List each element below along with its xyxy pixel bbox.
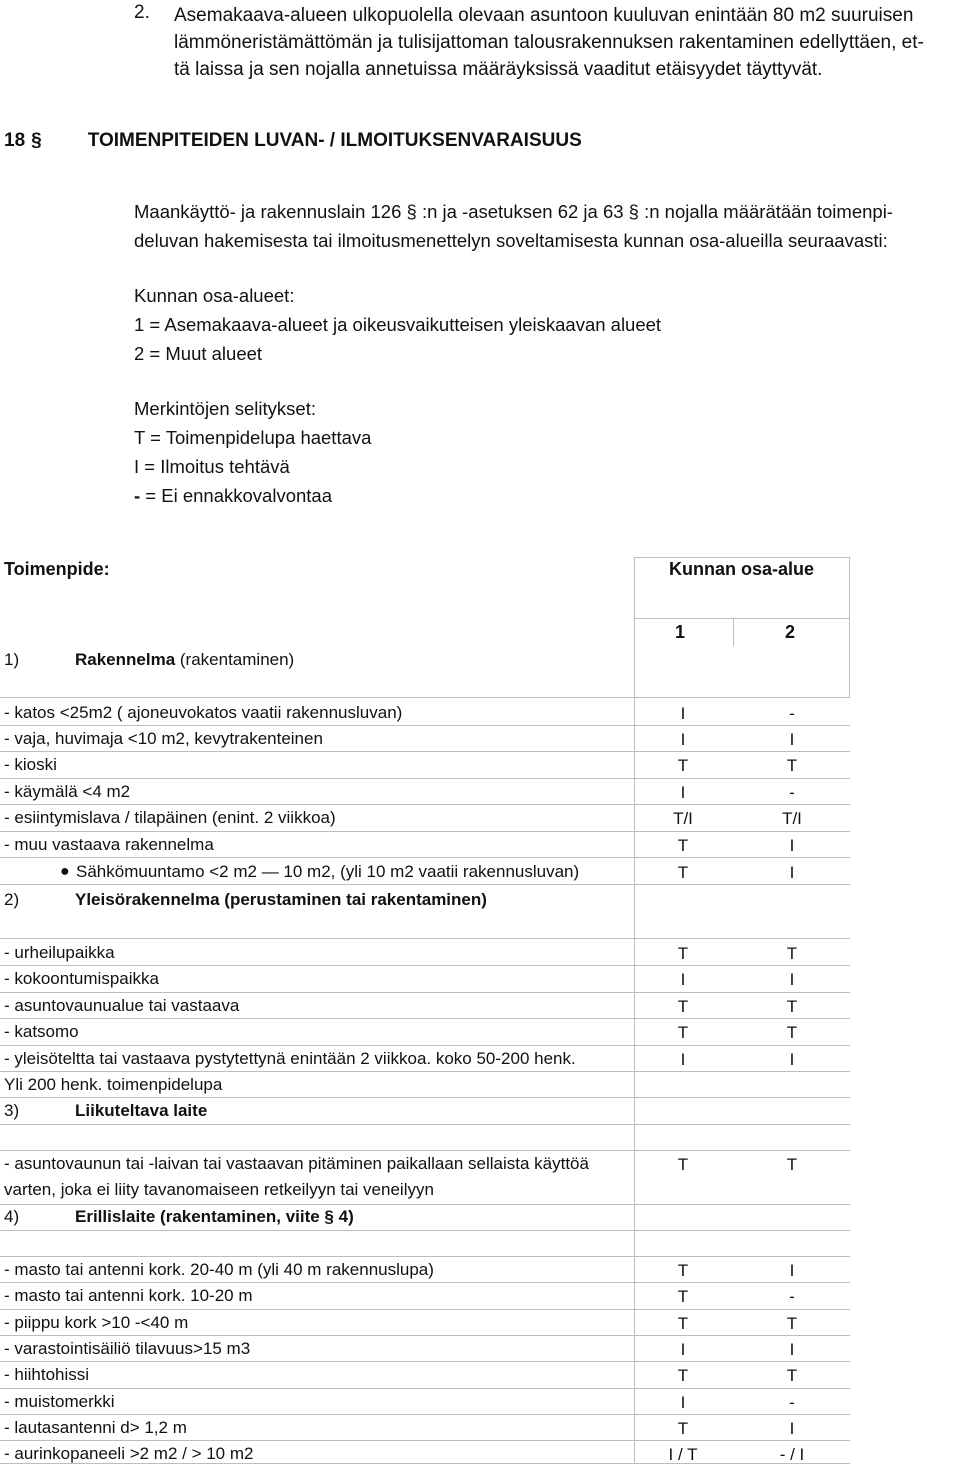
grid-line [634,557,850,558]
grid-line [849,557,850,619]
legend-dash-symbol: - [134,485,141,506]
intro-line: Asemakaava-alueen ulkopuolella olevaan asuntoon kuuluvan enintään 80 m2 suuruisen [174,5,914,26]
area-1-value: T [677,1419,689,1438]
row-label: - yleisöteltta tai vastaava pystytettynä enintään 2 viikkoa. koko 50-200 henk. [4,1049,576,1068]
table-row [4,700,402,726]
table-row [4,940,115,966]
area-2-value: - [789,1393,795,1412]
intro-line: lämmöneristämättömän ja tulisijattoman talousrakennuksen rakentaminen edellyttäen, et- [174,32,924,53]
table-row [4,966,159,992]
group-title: Yleisörakennelma (perustaminen tai rakentaminen) [75,890,487,909]
area-1-value: T [677,756,689,775]
area-1-value: T [677,1155,689,1174]
grid-line [634,557,635,697]
area-1-value: T [677,1366,689,1385]
area-2-value: T [786,756,798,775]
area-1-value: T [677,944,689,963]
area-1-value: T [677,863,689,882]
section-symbol: § [31,130,42,151]
area-2-value: T [786,997,798,1016]
intro-number: 2. [134,2,150,23]
table-row [4,1046,576,1072]
grid-line [0,697,850,698]
intro-line: tä laissa ja sen nojalla annetuissa määräyksissä vaaditut etäisyydet täyttyvät. [174,59,823,80]
row-label: - käymälä <4 m2 [4,782,131,801]
col-header-1: 1 [675,622,686,642]
table-row [4,805,336,831]
table-row [4,1072,222,1098]
grid-line [0,938,850,939]
table-row [4,1415,187,1441]
group-heading [4,647,294,673]
area-1-value: I [680,1050,686,1069]
legend-dash-text: = Ei ennakkovalvontaa [140,485,332,506]
area-2-value: - / I [779,1445,805,1464]
area-2-value: - [789,783,795,802]
row-label: - asuntovaunun tai -laivan tai vastaavan pitäminen paikallaan sellaista käyttöä [4,1154,589,1173]
legend-title: Merkintöjen selitykset: [134,398,316,419]
area-1-value: T [677,997,689,1016]
col-header-area: Kunnan osa-alue [669,559,815,579]
section-number: 18 [4,130,26,151]
group-number: 3) [4,1101,20,1120]
area-2-value: T [786,1366,798,1385]
grid-line [0,1124,850,1125]
row-label: - muu vastaava rakennelma [4,835,214,854]
group-title: Erillislaite (rakentaminen, viite § 4) [75,1207,354,1226]
area-1-value: I [680,970,686,989]
table-row [4,1257,434,1283]
row-label: - aurinkopaneeli >2 m2 / > 10 m2 [4,1444,254,1463]
area-1-value: I [680,1340,686,1359]
table-row [4,859,579,885]
area-2-value: T [786,1155,798,1174]
row-label: - esiintymislava / tilapäinen (enint. 2 viikkoa) [4,808,336,827]
area-1-value: I [680,704,686,723]
table-row [4,779,130,805]
table-row [4,1019,79,1045]
area-2-value: T [786,944,798,963]
group-title: Liikuteltava laite [75,1101,208,1120]
table-row [4,1389,115,1415]
section-heading [4,130,582,152]
table-row [4,1151,589,1177]
area-2-value: T [786,1023,798,1042]
row-label: - kioski [4,755,57,774]
row-label: - varastointisäiliö tilavuus>15 m3 [4,1339,251,1358]
row-label: - katsomo [4,1022,79,1041]
area-1-value: T [677,1023,689,1042]
row-label: varten, joka ei liity tavanomaiseen retkeilyyn tai veneilyyn [4,1180,434,1199]
legend-dash [134,481,893,510]
group-number: 2) [4,890,20,909]
row-label: - kokoontumispaikka [4,969,159,988]
table-row [4,752,57,778]
intro-text [174,2,924,83]
group-heading [4,1098,207,1124]
area-2-value: - [789,704,795,723]
row-label: - urheilupaikka [4,943,115,962]
area-1-value: I [680,730,686,749]
group-title: Rakennelma [75,650,176,669]
grid-line [849,618,850,698]
row-label: - asuntovaunualue tai vastaava [4,996,240,1015]
row-label: Yli 200 henk. toimenpidelupa [4,1075,223,1094]
area-1-value: T [677,1314,689,1333]
body-line: Maankäyttö- ja rakennuslain 126 § :n ja -asetuksen 62 ja 63 § :n nojalla määrätään toimenpi- [134,201,893,222]
area-2-value: T [786,1314,798,1333]
area-1-value: I / T [668,1445,698,1464]
area-1: 1 = Asemakaava-alueet ja oikeusvaikutteisen yleiskaavan alueet [134,314,662,335]
area-2-value: T/I [782,809,802,828]
group-suffix: (rakentaminen) [175,650,295,669]
area-1-value: T [677,836,689,855]
row-label: - piippu kork >10 -<40 m [4,1313,189,1332]
area-2-value: I [789,836,795,855]
legend-i: I = Ilmoitus tehtävä [134,456,290,477]
legend-t: T = Toimenpidelupa haettava [134,427,372,448]
body-line: deluvan hakemisesta tai ilmoitusmenettelyn soveltamisesta kunnan osa-alueilla seuraavasti: [134,230,888,251]
area-2-value: I [789,1050,795,1069]
area-1-value: T [677,1287,689,1306]
col-header-action: Toimenpide: [4,559,110,579]
bullet-icon: ● [60,863,70,880]
group-heading [4,1204,354,1230]
group-number: 1) [4,650,20,669]
area-2-value: I [789,863,795,882]
row-label: - vaja, huvimaja <10 m2, kevytrakenteinen [4,729,323,748]
table-row [4,993,239,1019]
table-row [4,1310,188,1336]
table-row [4,832,214,858]
col-header-2: 2 [785,622,796,642]
section-body [134,197,893,510]
area-2-value: I [789,730,795,749]
section-title: TOIMENPITEIDEN LUVAN- / ILMOITUKSENVARAISUUS [87,130,582,151]
area-1-value: T [677,1261,689,1280]
area-1-value: T/I [673,809,693,828]
grid-line [634,618,850,619]
grid-line [0,1230,850,1231]
area-2-value: I [789,970,795,989]
row-label: - muistomerkki [4,1392,115,1411]
grid-line [0,1388,850,1389]
table-row [4,1362,89,1388]
table-row [4,1283,253,1309]
table-row [4,726,323,752]
row-label: - hiihtohissi [4,1365,90,1384]
row-label: - masto tai antenni kork. 20-40 m (yli 40 m rakennuslupa) [4,1260,434,1279]
group-heading [4,887,487,913]
area-2-value: I [789,1419,795,1438]
area-2: 2 = Muut alueet [134,343,263,364]
area-1-value: I [680,783,686,802]
area-2-value: I [789,1261,795,1280]
row-label: - katos <25m2 ( ajoneuvokatos vaatii rakennusluvan) [4,703,403,722]
table-row [4,1336,250,1362]
table-row [4,1177,434,1203]
group-number: 4) [4,1207,20,1226]
grid-line [733,618,734,646]
table-row [4,1441,253,1467]
areas-title: Kunnan osa-alueet: [134,285,295,306]
area-2-value: - [789,1287,795,1306]
row-label: Sähkömuuntamo <2 m2 — 10 m2, (yli 10 m2 vaatii rakennusluvan) [76,862,580,881]
area-1-value: I [680,1393,686,1412]
area-2-value: I [789,1340,795,1359]
row-label: - lautasantenni d> 1,2 m [4,1418,187,1437]
row-label: - masto tai antenni kork. 10-20 m [4,1286,253,1305]
